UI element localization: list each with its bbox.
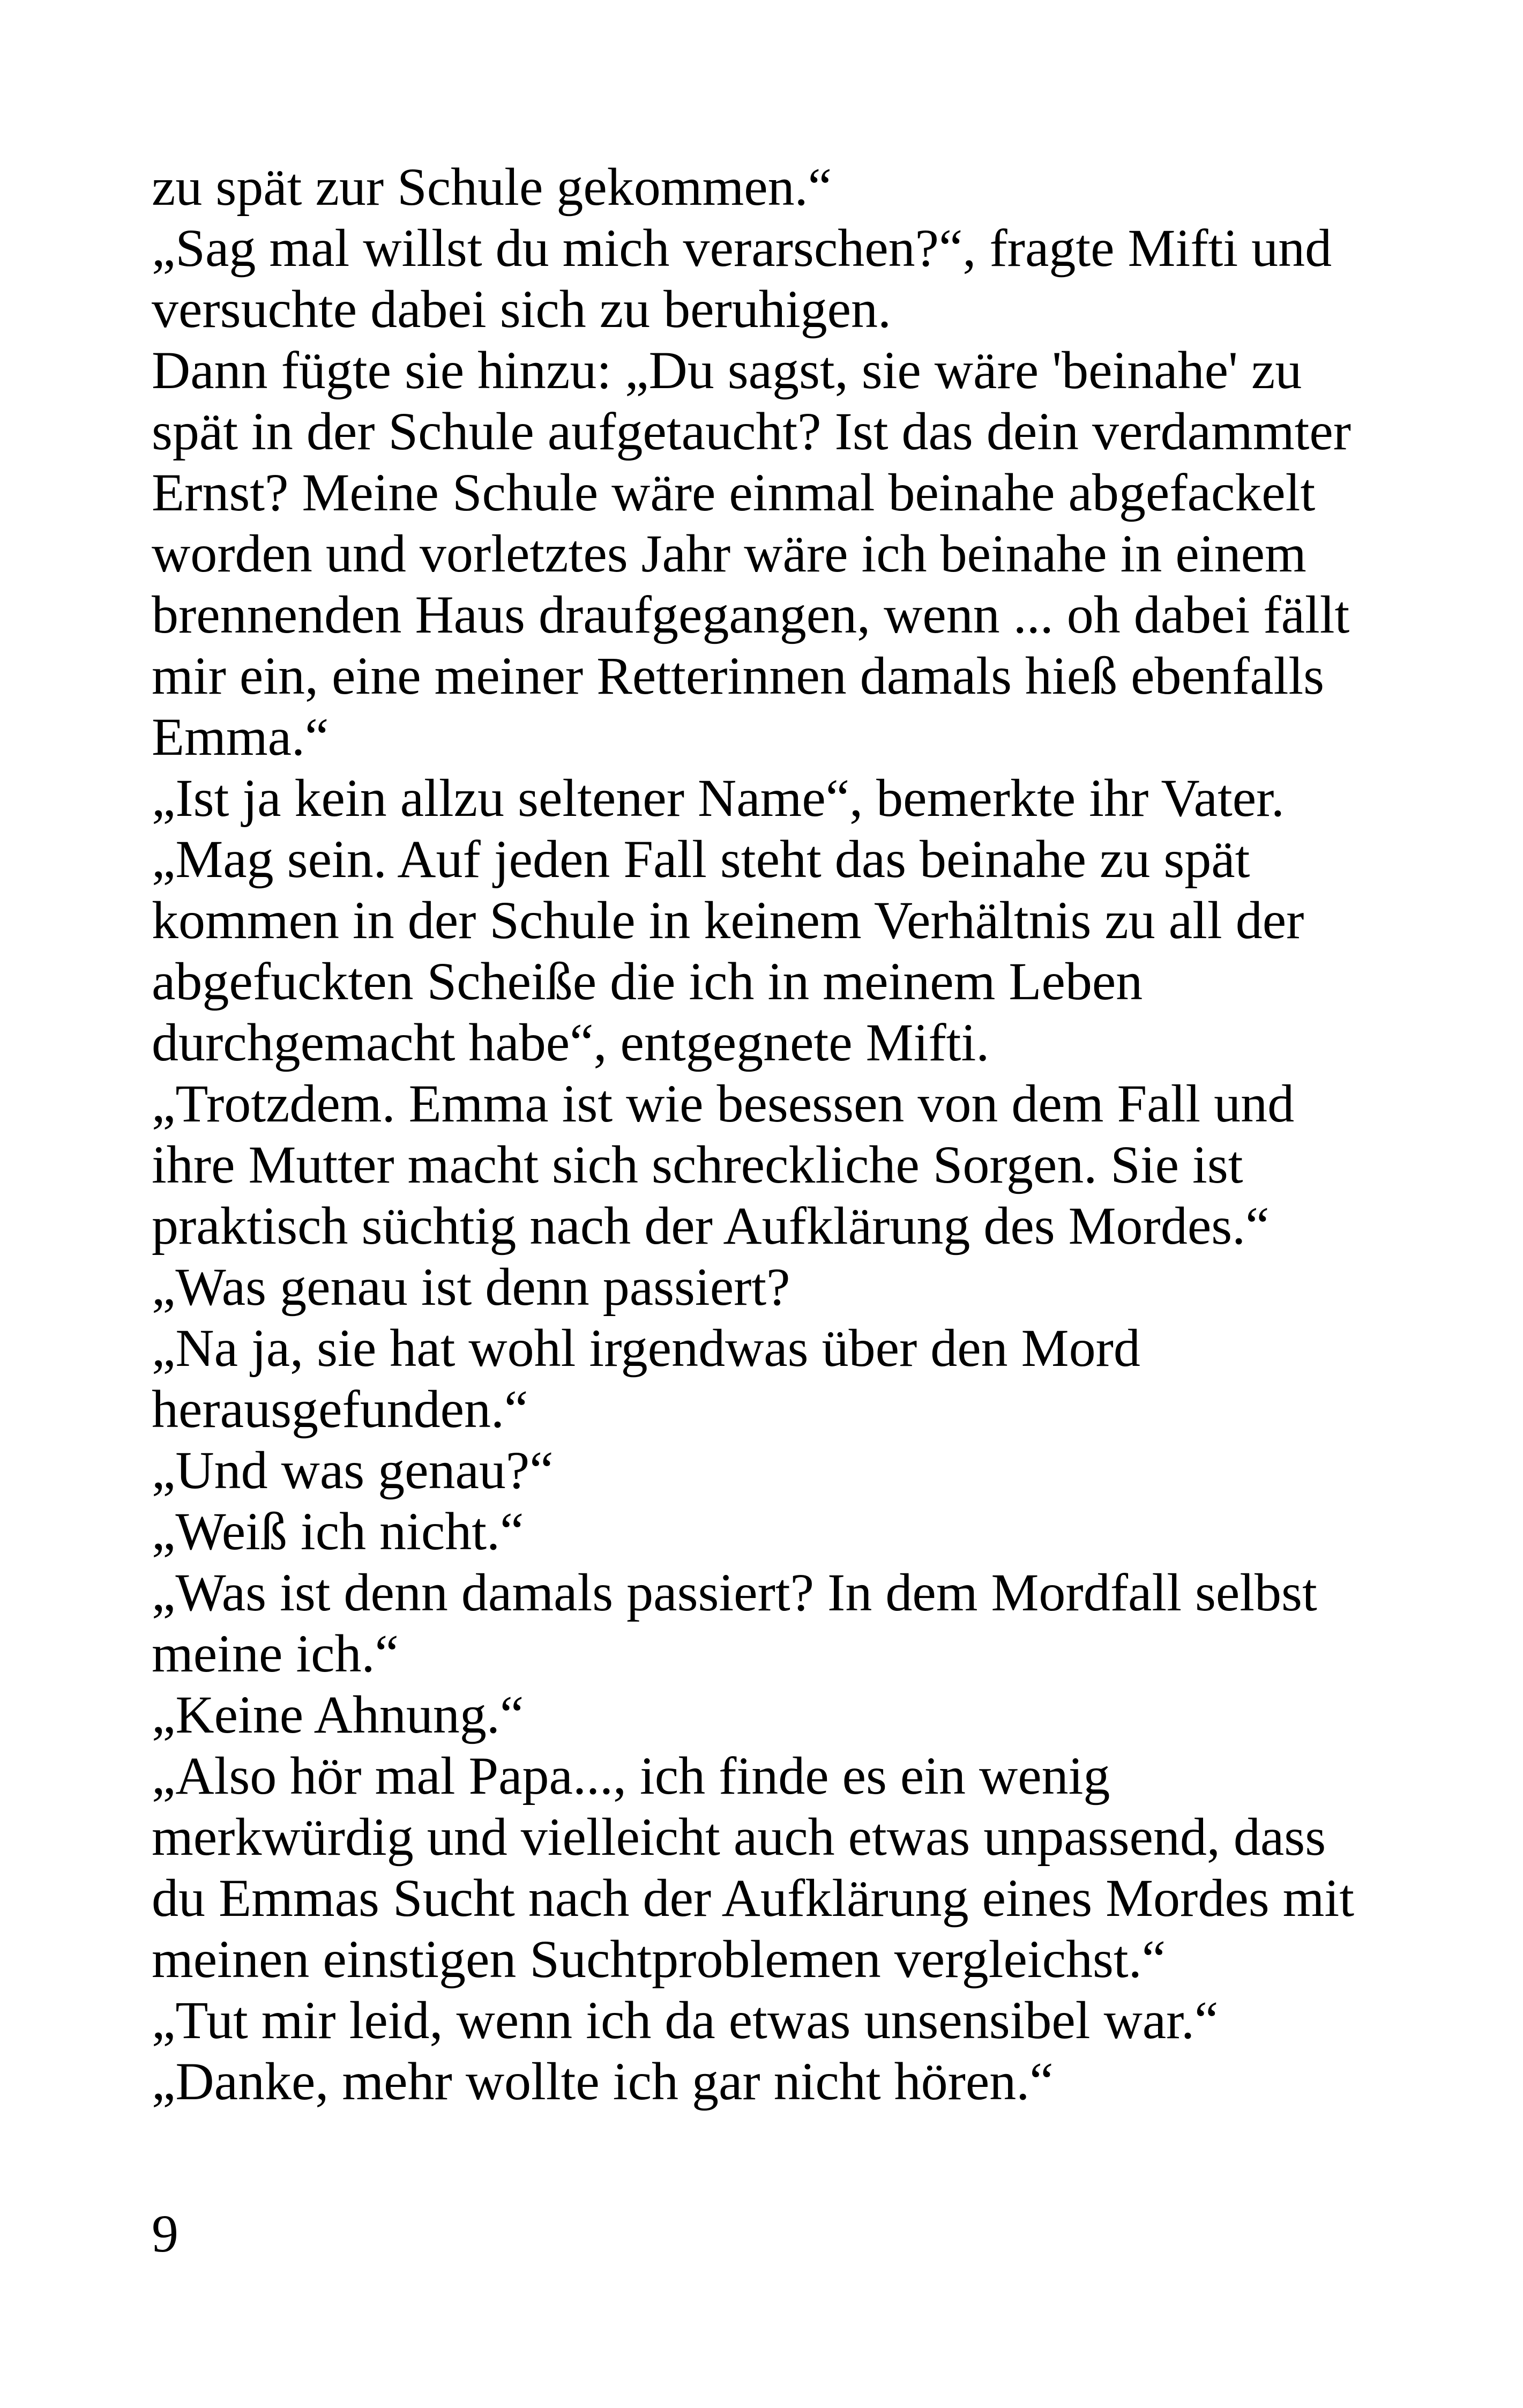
- page-number: 9: [152, 2204, 178, 2263]
- text-line: Emma.“: [152, 707, 329, 767]
- text-line: mir ein, eine meiner Retterinnen damals hieß ebenfalls: [152, 646, 1325, 705]
- text-line: meine ich.“: [152, 1624, 399, 1683]
- text-line: praktisch süchtig nach der Aufklärung des Mordes.“: [152, 1196, 1270, 1255]
- text-line: abgefuckten Scheiße die ich in meinem Leben: [152, 952, 1143, 1011]
- text-line: du Emmas Sucht nach der Aufklärung eines Mordes mit: [152, 1868, 1354, 1928]
- text-line: „Na ja, sie hat wohl irgendwas über den Mord: [152, 1318, 1140, 1378]
- text-line: merkwürdig und vielleicht auch etwas unpassend, dass: [152, 1807, 1326, 1867]
- body-text: [152, 157, 1379, 2112]
- text-line: herausgefunden.“: [152, 1379, 528, 1439]
- text-line: „Tut mir leid, wenn ich da etwas unsensibel war.“: [152, 1990, 1219, 2050]
- text-line: ihre Mutter macht sich schreckliche Sorgen. Sie ist: [152, 1135, 1243, 1194]
- text-line: „Also hör mal Papa..., ich finde es ein wenig: [152, 1746, 1110, 1805]
- text-line: „Was genau ist denn passiert?: [152, 1257, 790, 1317]
- text-line: brennenden Haus draufgegangen, wenn ... oh dabei fällt: [152, 585, 1350, 644]
- text-line: „Weiß ich nicht.“: [152, 1502, 524, 1561]
- text-line: „Sag mal willst du mich verarschen?“, fragte Mifti und: [152, 218, 1332, 278]
- text-line: worden und vorletztes Jahr wäre ich beinahe in einem: [152, 524, 1307, 583]
- text-line: kommen in der Schule in keinem Verhältnis zu all der: [152, 890, 1304, 950]
- text-line: „Mag sein. Auf jeden Fall steht das beinahe zu spät: [152, 829, 1250, 889]
- text-line: spät in der Schule aufgetaucht? Ist das dein verdammter: [152, 402, 1352, 461]
- text-line: meinen einstigen Suchtproblemen vergleichst.“: [152, 1929, 1166, 1989]
- text-line: zu spät zur Schule gekommen.“: [152, 157, 832, 217]
- text-line: „Ist ja kein allzu seltener Name“, bemerkte ihr Vater.: [152, 768, 1285, 828]
- text-line: „Und was genau?“: [152, 1440, 554, 1500]
- text-line: Ernst? Meine Schule wäre einmal beinahe abgefackelt: [152, 463, 1316, 522]
- text-line: „Trotzdem. Emma ist wie besessen von dem Fall und: [152, 1074, 1295, 1133]
- text-line: versuchte dabei sich zu beruhigen.: [152, 279, 892, 339]
- text-line: „Was ist denn damals passiert? In dem Mordfall selbst: [152, 1563, 1317, 1622]
- text-line: Dann fügte sie hinzu: „Du sagst, sie wäre 'beinahe' zu: [152, 340, 1302, 400]
- text-line: „Danke, mehr wollte ich gar nicht hören.“: [152, 2052, 1054, 2111]
- text-line: durchgemacht habe“, entgegnete Mifti.: [152, 1013, 990, 1072]
- text-line: „Keine Ahnung.“: [152, 1685, 524, 1744]
